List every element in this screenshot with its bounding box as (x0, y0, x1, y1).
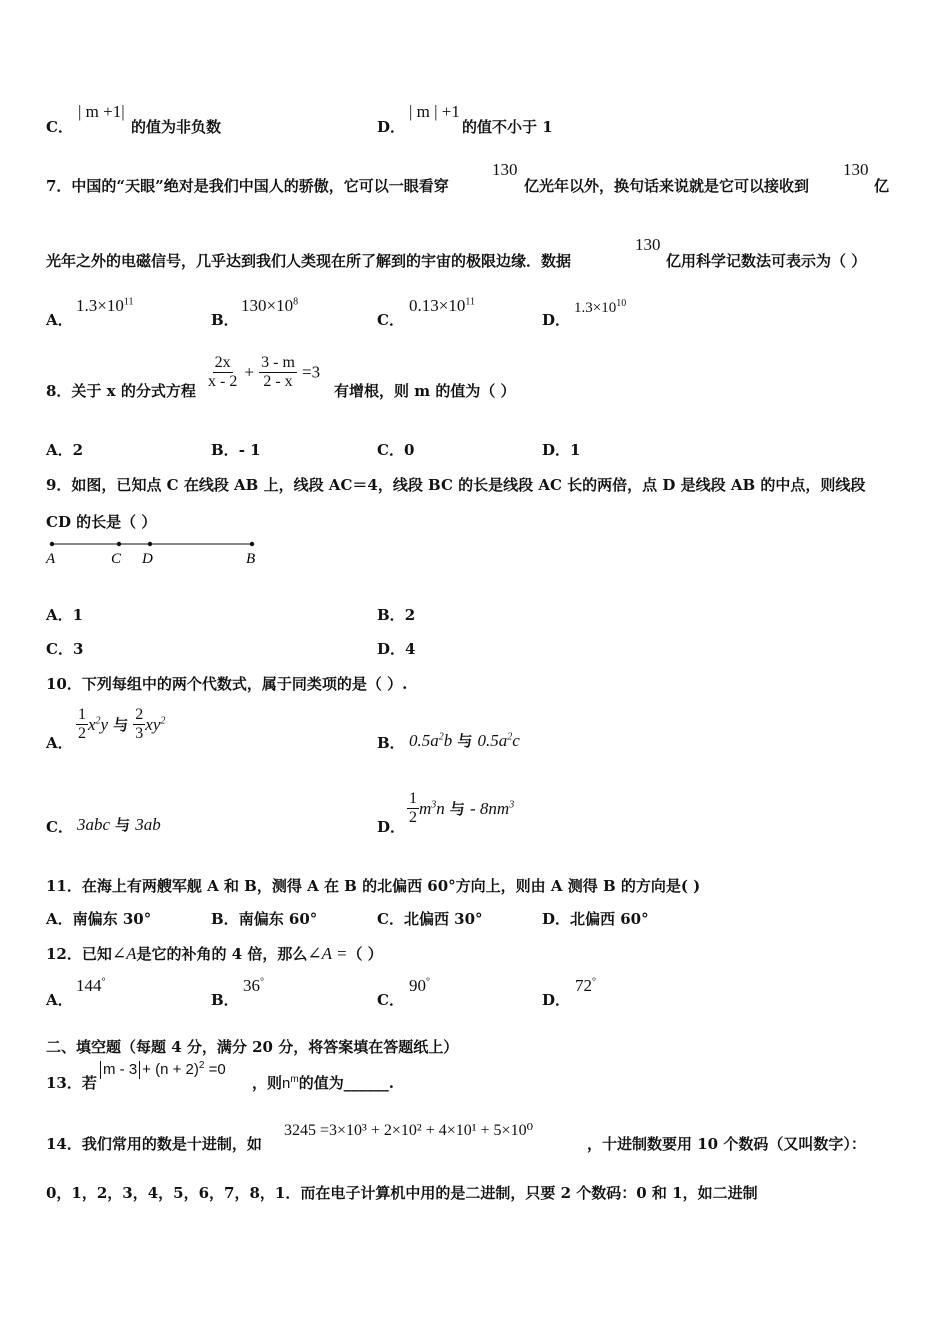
denominator: 3 (135, 725, 144, 742)
q9-option-d (377, 638, 415, 659)
option-value: 2 (404, 606, 416, 624)
q10-option-c-label: C． (46, 818, 73, 836)
section-title: 二、填空题（每题 4 分，满分 20 分，将答案填在答题纸上） (46, 1038, 459, 1056)
sci-exp: 11 (123, 296, 134, 308)
square-exp: 2 (198, 1060, 205, 1071)
q10-option-c-expr (77, 814, 161, 835)
term (409, 731, 452, 750)
q6-option-d (377, 116, 405, 137)
denominator: x - 2 (208, 373, 238, 390)
label-d: D (142, 551, 153, 567)
q7-option-d-label: D． (542, 311, 571, 329)
term (88, 715, 108, 734)
option-value: 北偏西 60° (570, 910, 649, 928)
option-label: D． (377, 640, 406, 658)
option-label: A． (46, 606, 73, 624)
q7-num-1: 130 (492, 160, 518, 179)
option-label: D． (377, 118, 406, 136)
q7-line2-b: 亿用科学记数法可表示为（ ） (666, 252, 867, 270)
numerator: 2x (214, 354, 231, 371)
exp: 2 (160, 714, 166, 726)
and-word: 与 (113, 716, 129, 734)
exp: 2 (507, 731, 513, 743)
q7-option-b-label: B． (211, 311, 239, 329)
q7-num-3: 130 (635, 235, 661, 254)
q7-option-d-value (574, 298, 626, 317)
value: 144 (76, 976, 102, 995)
var: 0.5a (477, 731, 508, 750)
option-value: 3 (72, 640, 84, 658)
fraction-2 (259, 354, 297, 391)
option-value: 1 (72, 606, 84, 624)
sci-exp: 8 (293, 296, 299, 308)
denominator: 2 (409, 809, 417, 826)
q10-option-a-label: A． (46, 734, 73, 752)
q7-option-a-label: A． (46, 311, 73, 329)
q14-math: 3245 =3×10³ + 2×10² + 4×10¹ + 5×10⁰ (284, 1122, 533, 1139)
abs-bar-left (100, 1061, 101, 1079)
q13-prefix: 13．若 (46, 1074, 97, 1092)
q9-line1: 9．如图，已知点 C 在线段 AB 上，线段 AC＝4，线段 BC 的长是线段 AC 长的两倍，点 D 是线段 AB 的中点，则线段 (46, 476, 866, 494)
q12-option-c-label: C． (377, 991, 404, 1009)
term: 3abc (77, 815, 111, 834)
var: y (100, 714, 109, 734)
q11-stem: 11．在海上有两艘军舰 A 和 B，测得 A 在 B 的北偏西 60°方向上，则由 A 测得 B 的方向是( ) (46, 877, 701, 895)
var: - 8nm (469, 798, 510, 818)
q11-option-a (46, 908, 151, 929)
q10-option-d-expr (407, 790, 514, 827)
option-label: D． (542, 441, 571, 459)
option-label: C． (46, 118, 73, 136)
point-b (250, 542, 254, 546)
point-d (148, 542, 152, 546)
q8-option-a (46, 439, 83, 460)
q8-prefix: 8．关于 x 的分式方程 (46, 382, 196, 400)
value: 90 (409, 976, 426, 995)
sci-base: 0.13×10 (409, 296, 466, 315)
option-label: B． (211, 441, 239, 459)
option-label: B． (211, 910, 239, 928)
plus-sign: + (244, 362, 255, 382)
base: n (282, 1075, 291, 1092)
sci-exp: 11 (465, 296, 475, 308)
option-label: A． (46, 441, 73, 459)
stem-a: 12．已知 (46, 945, 112, 963)
point-c (117, 542, 121, 546)
option-value: 2 (72, 441, 84, 459)
var: n (436, 798, 445, 818)
q8-option-d (542, 439, 580, 460)
term (419, 799, 445, 818)
and-word: 与 (449, 800, 465, 818)
q7-line2-a: 光年之外的电磁信号，几乎达到我们人类现在所了解到的宇宙的极限边缘．数据 (46, 252, 572, 270)
square-term: + (n + 2) (142, 1061, 199, 1078)
q8-equation (206, 354, 320, 391)
q8-suffix: 有增根，则 m 的值为（ ） (334, 382, 516, 400)
q8-option-b (211, 439, 261, 460)
option-value: 4 (405, 640, 416, 658)
option-label: C． (377, 910, 404, 928)
fraction (133, 706, 145, 743)
option-value: 南偏东 60° (238, 910, 318, 928)
q9-option-a (46, 604, 83, 625)
equals-zero: =0 (204, 1061, 226, 1078)
option-value: 南偏东 30° (72, 910, 152, 928)
n-power (282, 1075, 299, 1092)
q7-line1-c: 亿 (874, 177, 890, 195)
fraction (76, 706, 88, 743)
q10-option-b-label: B． (377, 734, 405, 752)
q12-option-d-value (575, 976, 596, 996)
abs-content: m - 3 (103, 1061, 138, 1078)
q10-option-b-expr (409, 730, 520, 751)
option-label: D． (542, 910, 571, 928)
numerator: 1 (409, 790, 417, 807)
option-value: 0 (403, 441, 415, 459)
degree: ° (101, 976, 106, 988)
q11-option-c (377, 908, 483, 929)
q7-option-c-value (409, 296, 475, 316)
var: b (443, 731, 453, 750)
q14-prefix: 14．我们常用的数是十进制，如 (46, 1135, 262, 1153)
term (477, 731, 519, 750)
option-value: - 1 (238, 441, 261, 459)
term (470, 799, 514, 818)
stem-b: 是它的补角的 4 倍，那么 (136, 945, 308, 963)
q14-line2: 0，1，2，3，4，5，6，7，8，1．而在电子计算机中用的是二进制，只要 2 个数码：0 和 1，如二进制 (46, 1184, 758, 1202)
q9-line2: CD 的长是（ ） (46, 513, 157, 531)
exp: 2 (438, 731, 444, 743)
q7-line1-a: 7．中国的“天眼”绝对是我们中国人的骄傲，它可以一眼看穿 (46, 177, 449, 195)
q6-c-text: 的值为非负数 (131, 118, 222, 136)
q10-option-a-expr (76, 706, 165, 743)
q12-option-a-value (76, 976, 106, 996)
sci-base: 1.3×10 (574, 300, 617, 316)
q7-line1-b: 亿光年以外，换句话来说就是它可以接收到 (524, 177, 810, 195)
q12-option-b-value (243, 976, 264, 996)
var: c (512, 731, 520, 750)
option-label: A． (46, 910, 73, 928)
option-label: C． (46, 640, 73, 658)
var: x (88, 714, 96, 734)
sci-base: 130×10 (241, 296, 294, 315)
q12-stem (46, 943, 383, 964)
var: 0.5a (409, 731, 439, 750)
exp: m (290, 1074, 299, 1085)
value: 72 (575, 976, 592, 995)
and-word: 与 (457, 732, 473, 750)
q6-c-math: | m +1| (78, 102, 125, 121)
q7-option-a-value (76, 296, 133, 316)
exp: 3 (431, 798, 437, 810)
q13-suffix: 的值为______. (298, 1074, 394, 1092)
label-c: C (111, 551, 122, 567)
q7-num-2: 130 (843, 160, 869, 179)
then-word: ，则 (252, 1074, 283, 1092)
q6-option-c (46, 116, 73, 137)
var: xy (145, 714, 161, 734)
q10-option-d-label: D． (377, 818, 406, 836)
sci-exp: 10 (616, 298, 627, 309)
q7-option-b-value (241, 296, 298, 316)
q9-option-c (46, 638, 83, 659)
q12-option-d-label: D． (542, 991, 571, 1009)
label-b: B (246, 551, 256, 567)
q9-option-b (377, 604, 415, 625)
sci-base: 1.3×10 (76, 296, 124, 315)
q7-option-c-label: C． (377, 311, 404, 329)
degree: ° (260, 976, 264, 988)
q12-option-c-value (409, 976, 430, 996)
label-a: A (46, 551, 56, 567)
abs-bar-right (139, 1061, 140, 1079)
q6-d-text: 的值不小于 1 (462, 118, 553, 136)
denominator: 2 (78, 725, 86, 742)
q13-equation (98, 1060, 226, 1079)
q12-option-a-label: A． (46, 991, 73, 1009)
denominator: 2 - x (263, 373, 293, 390)
stem-c: （ ） (347, 945, 383, 963)
q12-option-b-label: B． (211, 991, 239, 1009)
equals-three: =3 (301, 362, 321, 382)
point-a (50, 542, 54, 546)
q6-d-math: | m | +1 (409, 102, 460, 121)
angle-a: ∠A (111, 944, 137, 963)
numerator: 2 (135, 706, 144, 723)
segment-figure (40, 536, 270, 570)
exp: 3 (509, 798, 515, 810)
and-word: 与 (115, 816, 131, 834)
numerator: 1 (78, 706, 86, 723)
angle-a-equals: ∠A = (307, 944, 348, 963)
term: 3ab (135, 815, 161, 834)
option-label: B． (377, 606, 405, 624)
term (145, 715, 165, 734)
fraction (407, 790, 419, 827)
degree: ° (426, 976, 430, 988)
option-value: 北偏西 30° (403, 910, 483, 928)
degree: ° (592, 976, 596, 988)
q14-suffix: ，十进制数要用 10 个数码（又叫数字）： (587, 1135, 866, 1153)
option-label: C． (377, 441, 404, 459)
var: m (419, 798, 432, 818)
option-value: 1 (570, 441, 581, 459)
numerator: 3 - m (261, 354, 295, 371)
q13-mid (252, 1072, 394, 1093)
q10-stem: 10．下列每组中的两个代数式，属于同类项的是（ ）. (46, 675, 408, 693)
exp: 2 (95, 714, 101, 726)
fraction-1 (206, 354, 239, 391)
value: 36 (243, 976, 260, 995)
q8-option-c (377, 439, 414, 460)
q11-option-d (542, 908, 649, 929)
q11-option-b (211, 908, 317, 929)
